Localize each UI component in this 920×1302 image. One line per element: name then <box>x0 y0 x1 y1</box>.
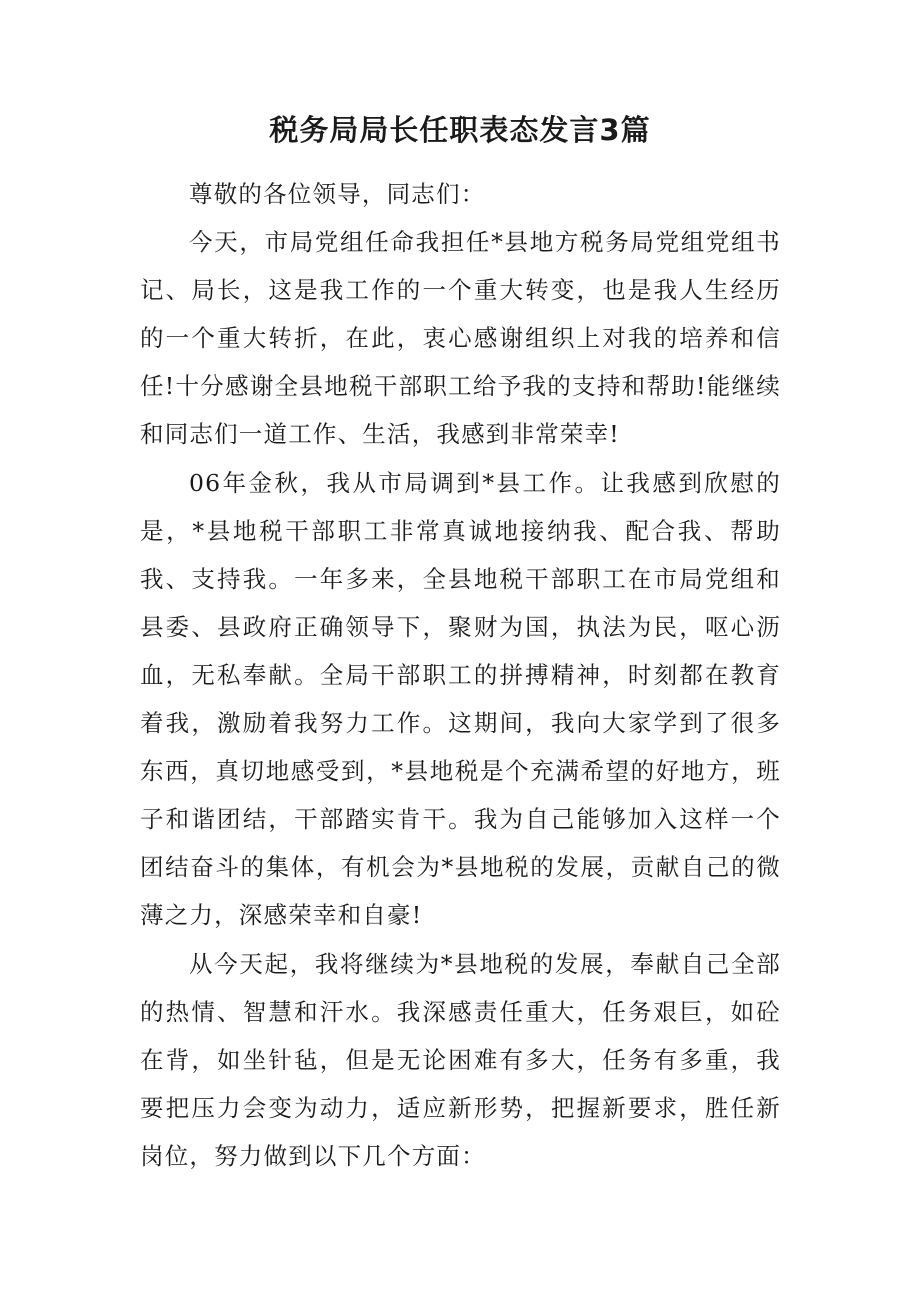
paragraph-3: 从今天起，我将继续为*县地税的发展，奉献自己全部的热情、智慧和汗水。我深感责任重大，任务艰巨，如砼在背，如坐针毡，但是无论困难有多大，任务有多重，我要把压力会变为动力，适应新形势，把握新要求，胜任新岗位，努力做到以下几个方面： <box>140 949 781 1170</box>
document-body <box>140 170 781 1180</box>
paragraph-1: 今天，市局党组任命我担任*县地方税务局党组党组书记、局长，这是我工作的一个重大转变，也是我人生经历的一个重大转折，在此，衷心感谢组织上对我的培养和信任!十分感谢全县地税干部职工给予我的支持和帮助!能继续和同志们一道工作、生活，我感到非常荣幸! <box>140 228 781 449</box>
document-title: 税务局局长任职表态发言3篇 <box>269 113 651 147</box>
greeting: 尊敬的各位领导，同志们： <box>189 180 486 208</box>
paragraph-2: 06年金秋，我从市局调到*县工作。让我感到欣慰的是，*县地税干部职工非常真诚地接纳我、配合我、帮助我、支持我。一年多来，全县地税干部职工在市局党组和县委、县政府正确领导下，聚财为国，执法为民，呕心沥血，无私奉献。全局干部职工的拼搏精神，时刻都在教育着我，激励着我努力工作。这期间，我向大家学到了很多东西，真切地感受到，*县地税是个充满希望的好地方，班子和谐团结，干部踏实肯干。我为自己能够加入这样一个团结奋斗的集体，有机会为*县地税的发展，贡献自己的微薄之力，深感荣幸和自豪! <box>140 468 781 930</box>
